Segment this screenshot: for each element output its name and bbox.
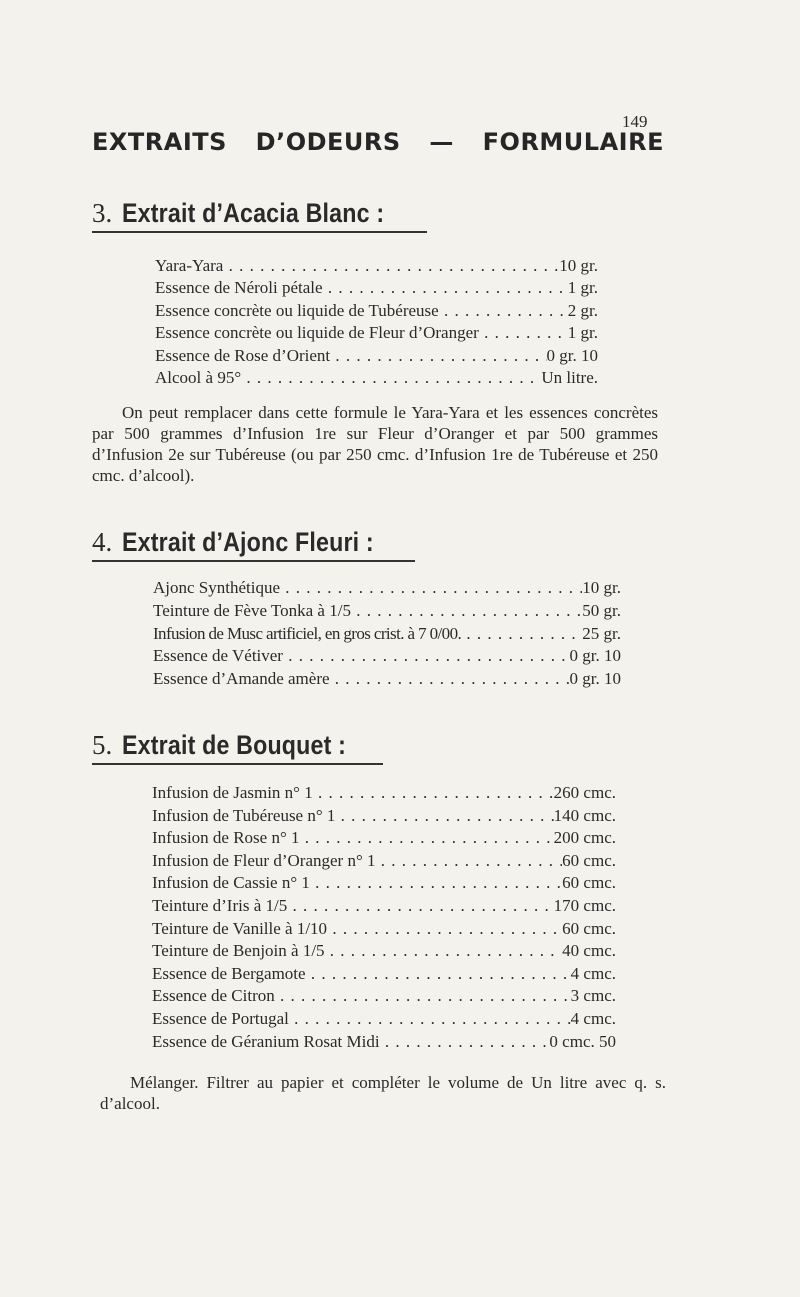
ingredient-quantity: 3 cmc. xyxy=(570,986,616,1006)
ingredient-quantity: 0 gr. 10 xyxy=(569,646,621,666)
ingredient-row xyxy=(152,963,616,986)
ingredient-quantity: Un litre. xyxy=(541,368,598,388)
ingredient-row xyxy=(152,895,616,918)
ingredient-quantity: 10 gr. xyxy=(582,578,621,597)
ingredient-row xyxy=(152,805,616,828)
ingredient-row xyxy=(153,577,621,600)
ingredient-name: Teinture de Vanille à 1/10 . . . xyxy=(152,918,562,941)
ingredient-row xyxy=(152,940,616,963)
ingredient-list-4 xyxy=(153,577,621,691)
section-heading-5 xyxy=(92,730,383,765)
header-word-formulaire: FORMULAIRE xyxy=(482,128,664,156)
ingredient-name: Infusion de Tubéreuse n° 1 . . . xyxy=(152,805,554,828)
ingredient-name: Teinture de Fève Tonka à 1/5 . . . xyxy=(153,600,582,623)
ingredient-name: Essence de Néroli pétale . . . xyxy=(155,277,568,299)
ingredient-row xyxy=(155,300,598,322)
ingredient-name: Alcool à 95° . . . xyxy=(155,367,541,389)
header-dash: — xyxy=(429,128,454,156)
section-heading-3 xyxy=(92,198,427,233)
ingredient-row xyxy=(152,1031,616,1054)
section-number: 5. xyxy=(92,730,113,760)
ingredient-row xyxy=(153,600,621,623)
ingredient-quantity: 4 cmc. xyxy=(570,1008,616,1028)
ingredient-name: Essence concrète ou liquide de Fleur d’Oranger . . . xyxy=(155,322,568,344)
section-note-5: Mélanger. Filtrer au papier et compléter le volume de Un litre avec q. s. d’alcool. xyxy=(100,1073,666,1113)
ingredient-row xyxy=(152,985,616,1008)
ingredient-name: Infusion de Musc artificiel, en gros crist. à 7 0/00. . . . xyxy=(153,623,582,646)
header-word-odeurs: D’ODEURS xyxy=(255,128,401,156)
ingredient-quantity: 10 gr. xyxy=(559,256,598,275)
ingredient-quantity: 60 cmc. xyxy=(562,918,616,938)
section-title: Extrait de Bouquet : xyxy=(122,730,347,760)
ingredient-quantity: 260 cmc. xyxy=(553,783,616,802)
ingredient-quantity: 170 cmc. xyxy=(553,895,616,915)
section-title: Extrait d’Ajonc Fleuri : xyxy=(122,527,375,557)
ingredient-name: Essence concrète ou liquide de Tubéreuse . . . xyxy=(155,300,568,322)
ingredient-row xyxy=(153,668,621,691)
section-note-3: On peut remplacer dans cette formule le Yara-Yara et les essences concrètes par 500 grammes d’Infusion 1re sur Fleur d’Oranger et par 500 grammes d’Infusion 2e sur Tubéreuse (ou par 250 cmc. d’Infusion 1re de Tubéreuse et 250 cmc. d’alcool). xyxy=(92,403,658,485)
ingredient-row xyxy=(153,623,621,646)
page-number: 149 xyxy=(622,112,648,131)
ingredient-quantity: 4 cmc. xyxy=(570,963,616,983)
ingredient-name: Infusion de Rose n° 1 . . . xyxy=(152,827,554,850)
ingredient-quantity: 1 gr. xyxy=(567,278,598,298)
ingredient-quantity: 0 gr. 10 xyxy=(546,345,598,365)
ingredient-quantity: 40 cmc. xyxy=(562,941,616,961)
section-number: 4. xyxy=(92,527,113,557)
section-number: 3. xyxy=(92,198,113,228)
ingredient-name: Essence de Portugal . . . xyxy=(152,1008,571,1031)
ingredient-quantity: 60 cmc. xyxy=(562,873,616,893)
section-title: Extrait d’Acacia Blanc : xyxy=(122,198,385,228)
ingredient-row xyxy=(152,872,616,895)
header-word-extraits: EXTRAITS xyxy=(92,128,227,156)
section-heading-4 xyxy=(92,527,415,562)
running-header xyxy=(92,128,664,156)
ingredient-name: Infusion de Fleur d’Oranger n° 1 . . . xyxy=(152,850,562,873)
ingredient-list-3 xyxy=(155,255,598,389)
ingredient-row xyxy=(152,782,616,805)
ingredient-row xyxy=(152,918,616,941)
ingredient-quantity: 2 gr. xyxy=(567,300,598,320)
ingredient-row xyxy=(153,645,621,668)
ingredient-name: Essence de Bergamote . . . xyxy=(152,963,571,986)
ingredient-name: Essence d’Amande amère . . . xyxy=(153,668,570,691)
ingredient-row xyxy=(152,850,616,873)
ingredient-row xyxy=(152,1008,616,1031)
ingredient-row xyxy=(155,277,598,299)
ingredient-quantity: 200 cmc. xyxy=(553,828,616,848)
ingredient-quantity: 140 cmc. xyxy=(553,805,616,825)
ingredient-row xyxy=(155,322,598,344)
ingredient-name: Teinture d’Iris à 1/5 . . . xyxy=(152,895,554,918)
ingredient-quantity: 25 gr. xyxy=(582,623,621,643)
ingredient-name: Infusion de Jasmin n° 1 . . . xyxy=(152,782,554,805)
ingredient-name: Essence de Vétiver . . . xyxy=(153,645,570,668)
ingredient-quantity: 60 cmc. xyxy=(562,850,616,870)
ingredient-name: Yara-Yara . . . xyxy=(155,255,559,277)
ingredient-quantity: 50 gr. xyxy=(582,600,621,620)
ingredient-row xyxy=(152,827,616,850)
ingredient-quantity: 0 gr. 10 xyxy=(569,669,621,689)
ingredient-quantity: 1 gr. xyxy=(567,323,598,343)
ingredient-row xyxy=(155,255,598,277)
ingredient-name: Essence de Géranium Rosat Midi . . . xyxy=(152,1031,549,1054)
ingredient-name: Infusion de Cassie n° 1 . . . xyxy=(152,872,562,895)
ingredient-row xyxy=(155,345,598,367)
ingredient-row xyxy=(155,367,598,389)
ingredient-quantity: 0 cmc. 50 xyxy=(549,1031,616,1051)
ingredient-name: Ajonc Synthétique . . . xyxy=(153,577,582,600)
ingredient-list-5 xyxy=(152,782,616,1053)
ingredient-name: Essence de Citron . . . xyxy=(152,985,571,1008)
ingredient-name: Essence de Rose d’Orient . . . xyxy=(155,345,547,367)
ingredient-name: Teinture de Benjoin à 1/5 . . . xyxy=(152,940,562,963)
